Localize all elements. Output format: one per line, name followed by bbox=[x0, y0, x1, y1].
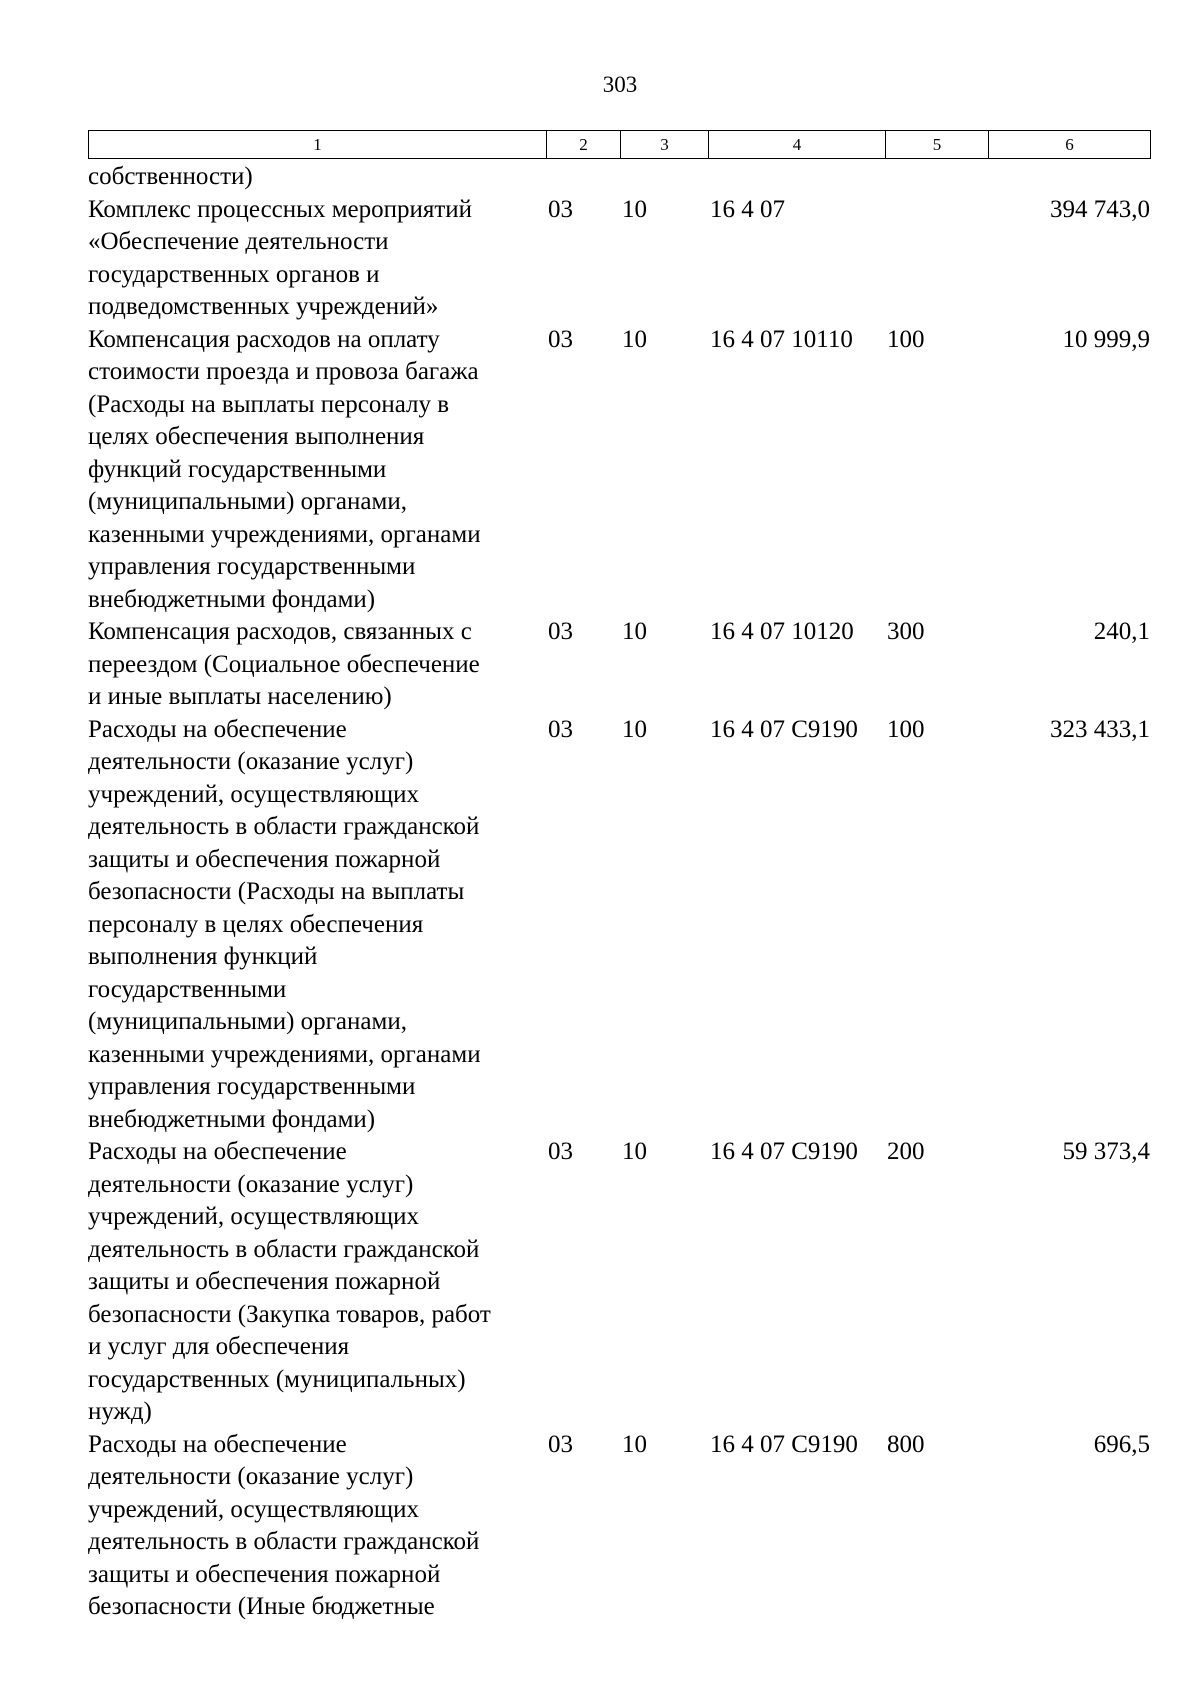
column-header-table bbox=[88, 130, 1151, 159]
description-line: подведомственных учреждений» bbox=[88, 293, 439, 320]
amount: 696,5 bbox=[1093, 1430, 1150, 1458]
description-line: деятельность в области гражданской bbox=[88, 1528, 480, 1555]
subsection-code: 10 bbox=[622, 325, 647, 353]
description-line: казенными учреждениями, органами bbox=[88, 520, 481, 548]
description-line: персоналу в целях обеспечения bbox=[88, 910, 424, 938]
description-line: и иные выплаты населению) bbox=[88, 683, 392, 710]
description-line: деятельности (оказание услуг) bbox=[88, 1463, 414, 1490]
row-description bbox=[88, 1136, 546, 1429]
column-header-1: 1 bbox=[89, 131, 547, 159]
column-header-6: 6 bbox=[989, 131, 1151, 159]
description-line: Комплекс процессных мероприятий bbox=[88, 195, 473, 223]
section-code: 03 bbox=[548, 195, 573, 223]
column-header-4: 4 bbox=[709, 131, 886, 159]
description-line: внебюджетными фондами) bbox=[88, 585, 376, 613]
expense-type-code: 200 bbox=[887, 1138, 925, 1165]
subsection-code: 10 bbox=[622, 715, 647, 743]
target-article-code: 16 4 07 C9190 bbox=[710, 1138, 858, 1165]
description-line: государственных органов и bbox=[88, 260, 380, 288]
row-description bbox=[88, 324, 546, 617]
description-line: целях обеспечения выполнения bbox=[88, 423, 425, 450]
row-description bbox=[88, 1429, 546, 1624]
column-header-5: 5 bbox=[886, 131, 989, 159]
target-article-code: 16 4 07 bbox=[710, 195, 785, 223]
section-code: 03 bbox=[548, 325, 573, 353]
description-line: внебюджетными фондами) bbox=[88, 1105, 376, 1133]
amount: 394 743,0 bbox=[1050, 195, 1150, 223]
table-row bbox=[88, 616, 1150, 714]
table-row bbox=[88, 1136, 1150, 1429]
target-article-code: 16 4 07 10120 bbox=[710, 618, 854, 645]
row-description bbox=[88, 616, 546, 714]
description-line: (муниципальными) органами, bbox=[88, 1008, 407, 1035]
description-line: выполнения функций bbox=[88, 943, 318, 970]
description-line: учреждений, осуществляющих bbox=[88, 780, 420, 808]
column-header-3: 3 bbox=[621, 131, 709, 159]
column-header-2: 2 bbox=[547, 131, 621, 159]
description-line: деятельность в области гражданской bbox=[88, 1235, 480, 1263]
section-code: 03 bbox=[548, 1138, 573, 1165]
row-description bbox=[88, 161, 546, 194]
description-line: (Расходы на выплаты персоналу в bbox=[88, 390, 450, 418]
expense-type-code: 800 bbox=[887, 1430, 925, 1458]
description-line: Расходы на обеспечение bbox=[88, 1430, 347, 1458]
description-line: стоимости проезда и провоза багажа bbox=[88, 358, 479, 385]
description-line: и услуг для обеспечения bbox=[88, 1333, 350, 1360]
subsection-code: 10 bbox=[622, 195, 647, 223]
target-article-code: 16 4 07 C9190 bbox=[710, 1430, 858, 1458]
description-line: деятельности (оказание услуг) bbox=[88, 1170, 414, 1198]
table-row bbox=[88, 324, 1150, 617]
subsection-code: 10 bbox=[622, 618, 647, 645]
amount: 59 373,4 bbox=[1062, 1138, 1150, 1165]
description-line: учреждений, осуществляющих bbox=[88, 1203, 420, 1230]
description-line: Расходы на обеспечение bbox=[88, 715, 347, 743]
description-line: (муниципальными) органами, bbox=[88, 488, 407, 515]
description-line: «Обеспечение деятельности bbox=[88, 228, 389, 255]
description-line: деятельности (оказание услуг) bbox=[88, 748, 414, 775]
table-row bbox=[88, 714, 1150, 1137]
description-line: казенными учреждениями, органами bbox=[88, 1040, 481, 1068]
description-line: переездом (Социальное обеспечение bbox=[88, 650, 480, 678]
description-line: управления государственными bbox=[88, 1073, 416, 1100]
section-code: 03 bbox=[548, 715, 573, 743]
table-row bbox=[88, 194, 1150, 324]
description-line: Компенсация расходов, связанных с bbox=[88, 618, 472, 645]
row-description bbox=[88, 194, 546, 324]
description-line: защиты и обеспечения пожарной bbox=[88, 1268, 441, 1295]
description-line: защиты и обеспечения пожарной bbox=[88, 845, 441, 873]
description-line: управления государственными bbox=[88, 553, 416, 580]
description-line: защиты и обеспечения пожарной bbox=[88, 1560, 441, 1588]
section-code: 03 bbox=[548, 1430, 573, 1458]
column-header-row bbox=[89, 131, 1151, 159]
description-line: безопасности (Закупка товаров, работ bbox=[88, 1300, 491, 1328]
description-line: государственных (муниципальных) bbox=[88, 1365, 466, 1393]
description-line: собственности) bbox=[88, 163, 253, 190]
description-line: учреждений, осуществляющих bbox=[88, 1495, 420, 1523]
amount: 323 433,1 bbox=[1050, 715, 1150, 743]
table-row bbox=[88, 161, 1150, 194]
table-body bbox=[88, 161, 1150, 1624]
target-article-code: 16 4 07 C9190 bbox=[710, 715, 858, 743]
description-line: нужд) bbox=[88, 1398, 152, 1425]
description-line: безопасности (Иные бюджетные bbox=[88, 1593, 435, 1620]
description-line: безопасности (Расходы на выплаты bbox=[88, 878, 465, 905]
description-line: государственными bbox=[88, 975, 287, 1003]
expense-type-code: 100 bbox=[887, 325, 925, 353]
subsection-code: 10 bbox=[622, 1138, 647, 1165]
target-article-code: 16 4 07 10110 bbox=[710, 325, 853, 353]
description-line: Расходы на обеспечение bbox=[88, 1138, 347, 1165]
subsection-code: 10 bbox=[622, 1430, 647, 1458]
description-line: функций государственными bbox=[88, 455, 387, 483]
page-number: 303 bbox=[602, 72, 638, 97]
amount: 240,1 bbox=[1093, 618, 1150, 645]
expense-type-code: 300 bbox=[887, 618, 925, 645]
table-row bbox=[88, 1429, 1150, 1624]
row-description bbox=[88, 714, 546, 1137]
expense-type-code: 100 bbox=[887, 715, 925, 743]
section-code: 03 bbox=[548, 618, 573, 645]
description-line: Компенсация расходов на оплату bbox=[88, 325, 440, 353]
description-line: деятельность в области гражданской bbox=[88, 813, 480, 840]
amount: 10 999,9 bbox=[1062, 325, 1150, 353]
